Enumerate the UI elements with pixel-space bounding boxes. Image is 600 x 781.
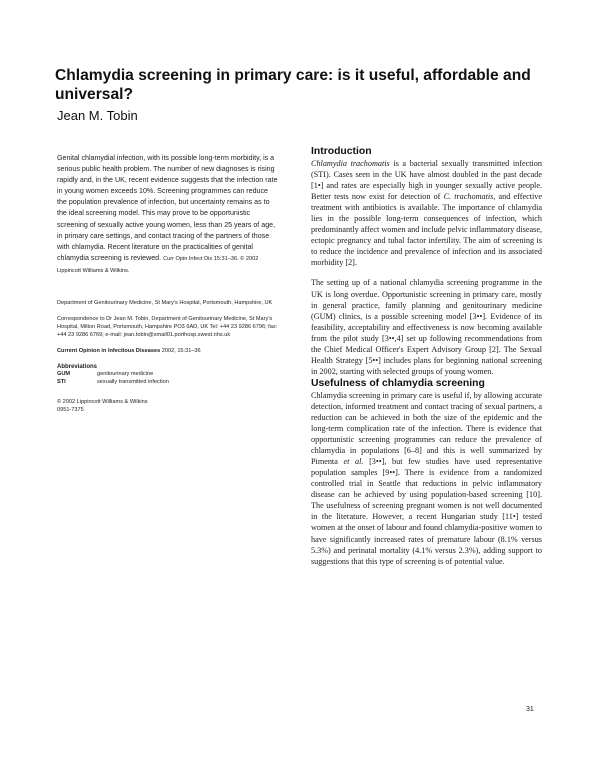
front-matter	[57, 300, 287, 415]
species-name: C. trachomatis	[443, 192, 494, 202]
journal-ref: 2002, 15:31–36	[161, 347, 201, 354]
section-heading-introduction: Introduction	[311, 146, 372, 157]
abbreviations-title: Abbreviations	[57, 363, 98, 370]
usefulness-text-a: Chlamydia screening in primary care is useful if, by allowing accurate detection, informed treatment and contact tracing of sexual partners, a reduction can be achieved in both the size of the epidemic and the long-term complication rate of the infection. There is evidence that opportunistic screening programmes can reduce the prevalence of chlamydia in populations [6–8] and this is well summarized by Pimenta	[311, 390, 542, 467]
species-name: Chlamydia trachomatis	[311, 159, 390, 168]
abbreviation-row	[57, 379, 287, 387]
abbreviation-value: sexually transmitted infection	[97, 379, 169, 386]
correspondence: Correspondence to Dr Jean M. Tobin, Department of Genitourinary Medicine, St Mary's Hospital, Milton Road, Portsmouth, Hampshire PO3 6AD, UK Tel: +44 23 9286 6796; fax: +44 23 9286 6769; e-mail: jean.tobin@smail01.porthosp.swest.nhs.uk	[57, 315, 278, 338]
abbreviation-value: genitourinary medicine	[97, 371, 154, 378]
copyright: © 2002 Lippincott Williams & Wilkins	[57, 399, 148, 406]
abstract-citation: Curr Opin Infect Dis 15:31–36. © 2002 Lippincott Williams & Wilkins.	[57, 255, 259, 274]
journal-reference	[57, 348, 287, 356]
usefulness-text-b: [3••], but few studies have used representative population samples [9••]. There is evidence from a randomized controlled trial in Seattle that reductions in pelvic inflammatory disease can be achieved by using population-based screening [10]. The usefulness of screening pregnant women is not well documented in the literature. However, a recent Hungarian study [11•] tested women at the onset of labour and found chlamydia-positive women to have significantly increased rates of premature labour (8.1% versus 5.3%) and perinatal mortality (4.1% versus 2.3%), adding support to suggestions that this type of screening is of potential value.	[311, 457, 543, 566]
section-heading-usefulness: Usefulness of chlamydia screening	[311, 377, 485, 389]
body-column	[311, 145, 542, 567]
intro-text-b: , and effective treatment with antibiotics is available. The importance of chlamydia lies in the possible long-term consequences of infection, which predominantly affect women and include pelvic inflammatory disease, ectopic pregnancy and tubal factor infertility. The aim of screening is to reduce the incidence and prevalence of infection and its associated morbidity [2].	[311, 192, 542, 268]
abbreviation-key: GUM	[57, 371, 71, 378]
abbreviation-row	[57, 371, 287, 379]
page-number: 31	[526, 706, 534, 713]
issn: 0951-7375	[57, 407, 84, 414]
journal-name: Current Opinion in Infectious Diseases	[57, 347, 161, 354]
abstract	[57, 153, 279, 277]
author-name: Jean M. Tobin	[57, 108, 138, 123]
intro-paragraph-2: The setting up of a national chlamydia screening programme in the UK is long overdue. Opportunistic screening in primary care, mostly in general practice, family planning and genitourinary medicine (GUM) clinics, is a possible screening model [3••]. Evidence of its feasibility, acceptability and effectiveness is now becoming available from the pilot study [3••,4] set up following recommendations from the Chief Medical Officer's Expert Advisory Group [2]. The Sexual Health Strategy [5••] includes plans for beginning national screening in 2002, starting with selected groups of young women.	[311, 278, 542, 376]
intro-text-a: is a bacterial sexually transmitted infection (STI). Cases seen in the UK have almost doubled in the past decade [1•] and rates are especially high in younger sexually active people. Better tests now exist for detection of	[311, 159, 542, 202]
abstract-text: Genital chlamydial infection, with its possible long-term morbidity, is a serious public health problem. The number of new diagnoses is rising rapidly and, in the UK, recent evidence suggests that the infection rate in young women exceeds 10%. Screening programmes can reduce the population prevalence of infection, but uncertainty remains as to the ideal screening model. This may prove to be opportunistic screening of sexually active young women, less than 25 years of age, in primary care settings, and contact tracing of the partners of those with chlamydia. Recent literature on the practicalities of genital chlamydia screening is reviewed.	[57, 154, 278, 262]
et-al: et al.	[343, 457, 364, 467]
intro-paragraph-1	[311, 158, 542, 268]
abbreviation-key: STI	[57, 379, 66, 386]
affiliation: Department of Genitourinary Medicine, St Mary's Hospital, Portsmouth, Hampshire, UK	[57, 300, 273, 306]
article-title: Chlamydia screening in primary care: is it useful, affordable and universal?	[55, 67, 531, 103]
usefulness-paragraph-1	[311, 390, 542, 567]
